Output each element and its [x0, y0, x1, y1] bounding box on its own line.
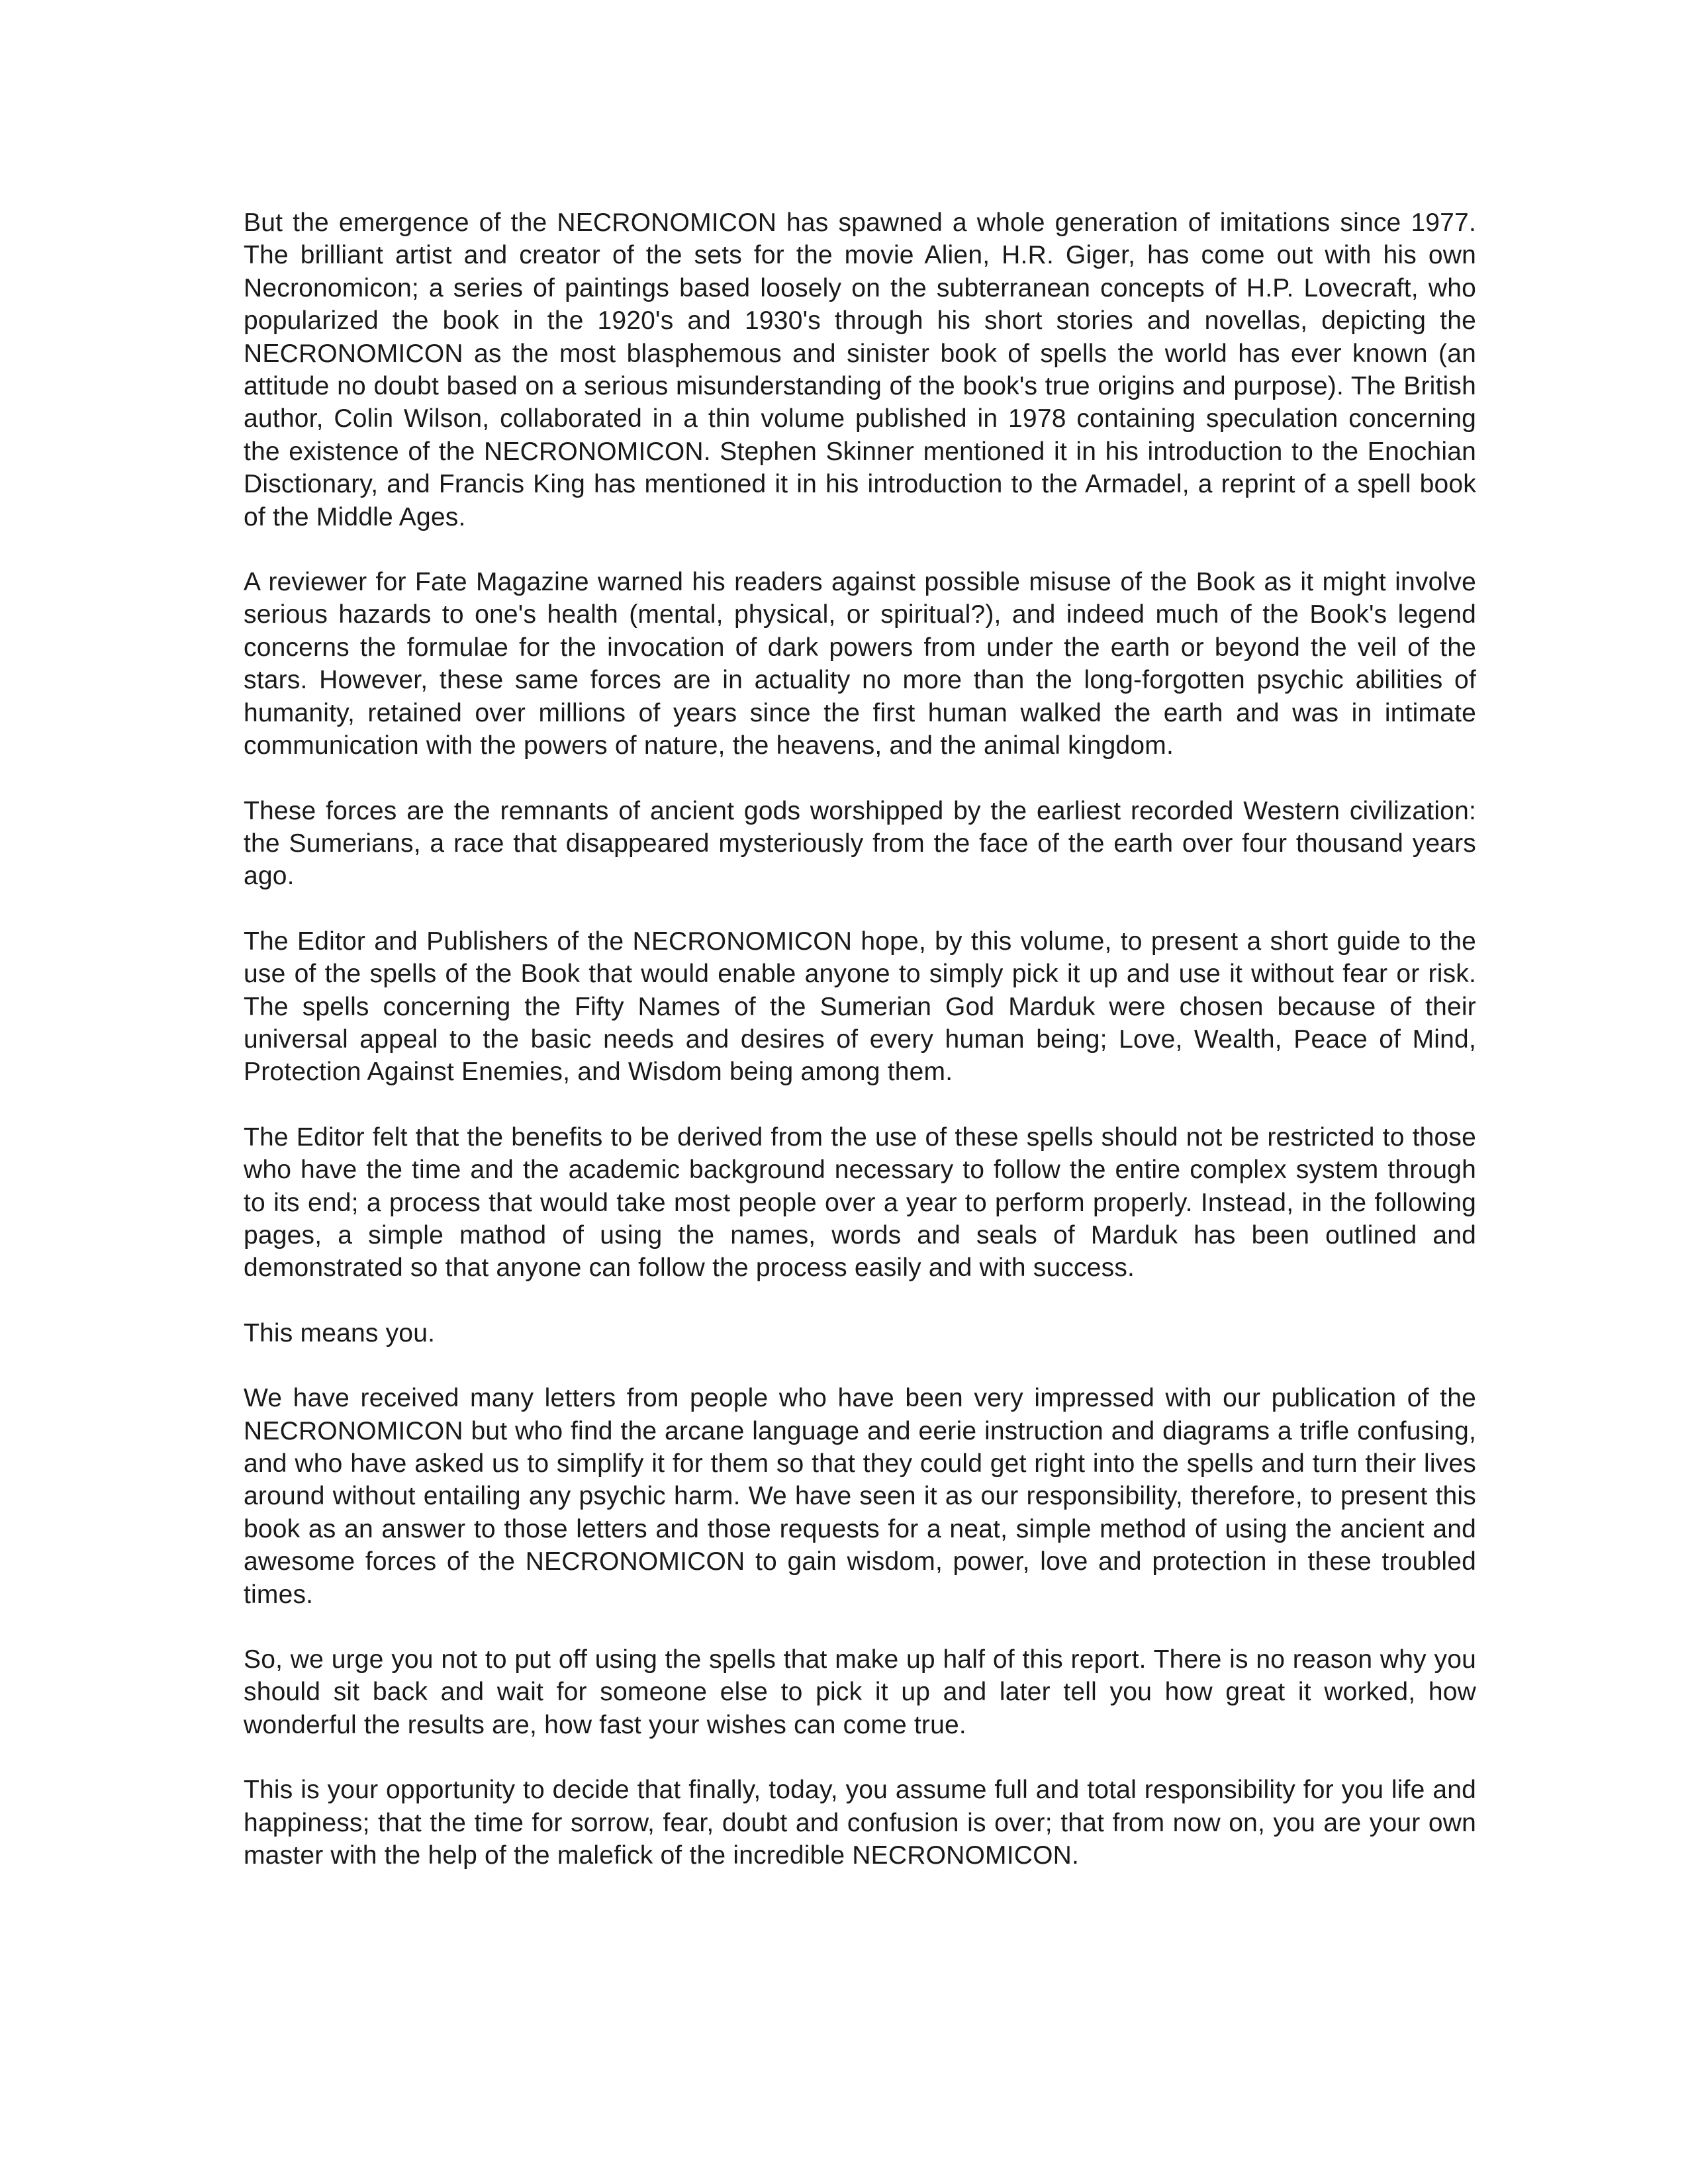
- paragraph-2: A reviewer for Fate Magazine warned his readers against possible misuse of the Book as it might involve serious hazards to one's health (mental, physical, or spiritual?), and indeed much of the Book's legend concerns the formulae for the invocation of dark powers from under the earth or beyond the veil of the stars. However, these same forces are in actuality no more than the long-forgotten psychic abilities of humanity, retained over millions of years since the first human walked the earth and was in intimate communication with the powers of nature, the heavens, and the animal kingdom.: [244, 568, 1476, 760]
- paragraph-8: So, we urge you not to put off using the spells that make up half of this report. There is no reason why you should sit back and wait for someone else to pick it up and later tell you how great it worked, how wonderful the results are, how fast your wishes can come true.: [244, 1645, 1476, 1739]
- paragraph-1: But the emergence of the NECRONOMICON has spawned a whole generation of imitations since 1977. The brilliant artist and creator of the sets for the movie Alien, H.R. Giger, has come out with his own Necronomicon; a series of paintings based loosely on the subterranean concepts of H.P. Lovecraft, who popularized the book in the 1920's and 1930's through his short stories and novellas, depicting the NECRONOMICON as the most blasphemous and sinister book of spells the world has ever known (an attitude no doubt based on a serious misunderstanding of the book's true origins and purpose). The British author, Colin Wilson, collaborated in a thin volume published in 1978 containing speculation concerning the existence of the NECRONOMICON. Stephen Skinner mentioned it in his introduction to the Enochian Disctionary, and Francis King has mentioned it in his introduction to the Armadel, a reprint of a spell book of the Middle Ages.: [244, 208, 1476, 531]
- paragraph-7: We have received many letters from people who have been very impressed with our publication of the NECRONOMICON but who find the arcane language and eerie instruction and diagrams a trifle confusing, and who have asked us to simplify it for them so that they could get right into the spells and turn their lives around without entailing any psychic harm. We have seen it as our responsibility, therefore, to present this book as an answer to those letters and those requests for a neat, simple method of using the ancient and awesome forces of the NECRONOMICON to gain wisdom, power, love and protection in these troubled times.: [244, 1384, 1476, 1609]
- body-text: [244, 206, 1476, 1904]
- paragraph-5: The Editor felt that the benefits to be derived from the use of these spells should not be restricted to those who have the time and the academic background necessary to follow the entire complex system through to its end; a process that would take most people over a year to perform properly. Instead, in the following pages, a simple mathod of using the names, words and seals of Marduk has been outlined and demonstrated so that anyone can follow the process easily and with success.: [244, 1122, 1476, 1283]
- paragraph-4: The Editor and Publishers of the NECRONOMICON hope, by this volume, to present a short guide to the use of the spells of the Book that would enable anyone to simply pick it up and use it without fear or risk. The spells concerning the Fifty Names of the Sumerian God Marduk were chosen because of their universal appeal to the basic needs and desires of every human being; Love, Wealth, Peace of Mind, Protection Against Enemies, and Wisdom being among them.: [244, 927, 1476, 1087]
- paragraph-9: This is your opportunity to decide that finally, today, you assume full and total responsibility for you life and happiness; that the time for sorrow, fear, doubt and confusion is over; that from now on, you are your own master with the help of the malefick of the incredible NECRONOMICON.: [244, 1776, 1476, 1870]
- paragraph-3: These forces are the remnants of ancient gods worshipped by the earliest recorded Western civilization: the Sumerians, a race that disappeared mysteriously from the face of the earth over four thousand years ago.: [244, 796, 1476, 891]
- paragraph-6: This means you.: [244, 1318, 436, 1347]
